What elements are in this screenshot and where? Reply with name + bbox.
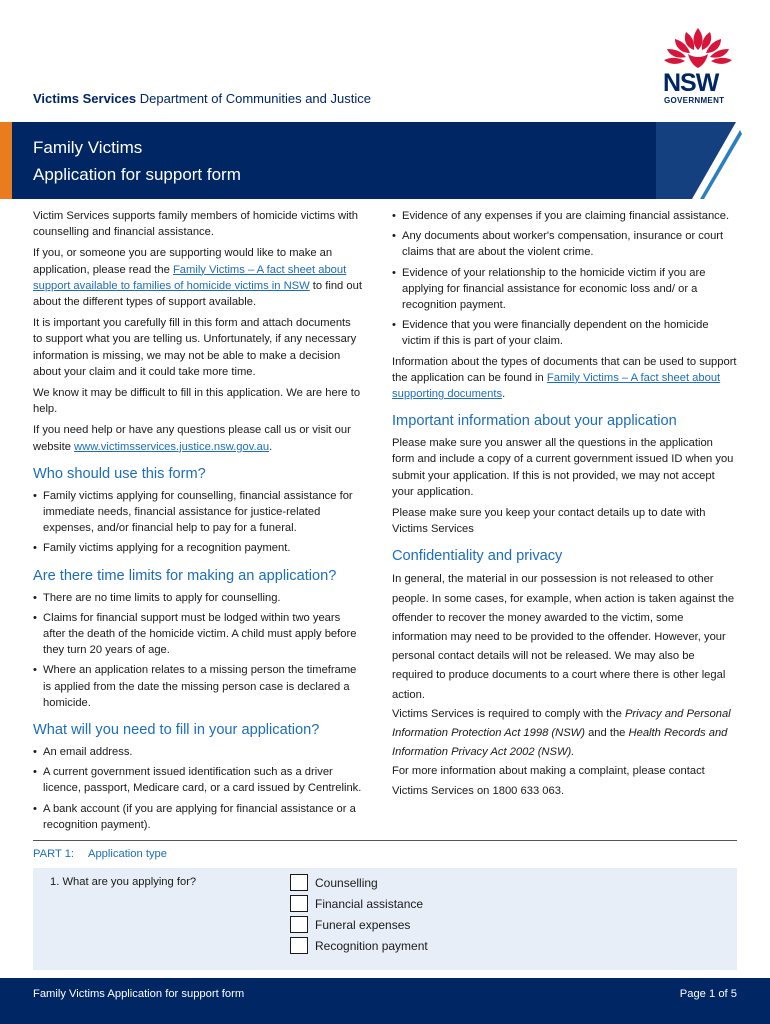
document-types-end: .	[502, 388, 506, 401]
header-org-bold: Victims Services	[33, 91, 137, 106]
time-limits-list	[33, 590, 363, 711]
document-types-start: Information about the types of documents that can be used to support the application can be found in	[392, 355, 737, 384]
intro-paragraph-1: Victim Services supports family members of homicide victims with counselling and financial assistance.	[33, 210, 358, 239]
part-title: Application type	[88, 848, 167, 860]
option-label: Financial assistance	[315, 896, 424, 911]
banner-accent-stripe	[0, 122, 12, 199]
who-list	[33, 488, 363, 557]
title-banner	[0, 122, 770, 199]
intro-paragraph-5	[33, 422, 363, 454]
option-label: Funeral expenses	[315, 917, 411, 932]
privacy-section	[392, 570, 737, 800]
privacy-paragraph-3: For more information about making a complaint, please contact Victims Services on 1800 633 063.	[392, 765, 705, 797]
financial-assistance-checkbox[interactable]	[290, 895, 308, 912]
list-item: • Claims for financial support must be lodged within two years after the death of the homicide victim. A child must apply before they turn 20 years of age.	[33, 610, 363, 659]
evidence-list	[392, 208, 737, 350]
banner-corner-graphic	[640, 122, 770, 199]
list-item: • There are no time limits to apply for counselling.	[33, 590, 363, 606]
right-column	[392, 208, 737, 801]
privacy-heading: Confidentiality and privacy	[392, 548, 563, 565]
list-item: • Family victims applying for a recognition payment.	[33, 540, 363, 556]
time-limits-heading: Are there time limits for making an application?	[33, 567, 337, 584]
header-org	[33, 91, 371, 106]
what-you-need-list	[33, 744, 363, 833]
supporting-documents-link[interactable]: Family Victims – A fact sheet about supporting documents	[392, 371, 721, 401]
option-counselling[interactable]	[290, 874, 378, 891]
part-label: PART 1:	[33, 848, 75, 860]
intro-paragraph-3: It is important you carefully fill in this form and attach documents to support what you are telling us. Unfortunately, if any necessary information is missing, we may not be able to make a decision about your claim and it could take more time.	[33, 317, 357, 378]
important-paragraph-1: Please make sure you answer all the questions in the application form and include a copy of a current government issued ID when you submit your application. If this is not provided, we may not accept your application.	[392, 437, 734, 498]
privacy-paragraph-2	[392, 705, 737, 763]
page-number: Page 1 of 5	[679, 988, 737, 1000]
important-info-heading: Important information about your application	[392, 413, 677, 430]
header-org-rest: Department of Communities and Justice	[136, 91, 371, 106]
option-label: Recognition payment	[315, 938, 428, 953]
privacy-paragraph-1: In general, the material in our possession is not released to other people. In some cases, for example, when action is taken against the offender to recover the money awarded to the victim, some information may need to be provided to the offender. However, your personal contact details will not be released. We may also be required to produce documents to a court where there is other legal action.	[392, 573, 735, 701]
intro-paragraph-5-start: If you need help or have any questions please call us or visit our website	[33, 424, 351, 453]
option-recognition-payment[interactable]	[290, 937, 428, 954]
option-financial-assistance[interactable]	[290, 895, 423, 912]
left-column	[33, 208, 363, 837]
who-heading: Who should use this form?	[33, 465, 206, 482]
funeral-expenses-checkbox[interactable]	[290, 916, 308, 933]
list-item: • A current government issued identification such as a driver licence, passport, Medicare card, or a card issued by Centrelink.	[33, 764, 363, 796]
list-item: • Evidence of any expenses if you are claiming financial assistance.	[392, 208, 737, 224]
page-footer	[0, 978, 770, 1024]
important-paragraph-2: Please make sure you keep your contact details up to date with Victims Services	[392, 507, 706, 536]
list-item: • A bank account (if you are applying for financial assistance or a recognition payment).	[33, 801, 363, 833]
question-label: 1. What are you applying for?	[50, 876, 197, 888]
list-item: • Family victims applying for counselling, financial assistance for immediate needs, financial assistance for justice-related expenses, and/or financial help to pay for a funeral.	[33, 488, 363, 537]
list-item: • Evidence that you were financially dependent on the homicide victim if this is part of your claim.	[392, 317, 737, 349]
what-you-need-heading: What will you need to fill in your application?	[33, 722, 320, 739]
option-funeral-expenses[interactable]	[290, 916, 410, 933]
list-item: • An email address.	[33, 744, 363, 760]
intro-paragraph-2-end: to find out about the different types of support available.	[33, 279, 362, 309]
option-label: Counselling	[315, 875, 378, 890]
list-item: • Any documents about worker's compensation, insurance or court claims that are about the violent crime.	[392, 228, 737, 260]
intro-paragraph-5-end: .	[269, 440, 273, 453]
recognition-payment-checkbox[interactable]	[290, 937, 308, 954]
logo-government-text: GOVERNMENT	[664, 96, 725, 105]
footer-title: Family Victims Application for support form	[33, 988, 245, 1000]
health-records-act-name: Health Records and Information Privacy Act 2002 (NSW).	[392, 727, 728, 759]
banner-title-line1: Family Victims	[33, 138, 143, 157]
intro-paragraph-2	[33, 245, 363, 310]
section-divider	[33, 840, 737, 841]
list-item: • Where an application relates to a missing person the timeframe is applied from the date the missing person case is declared a homicide.	[33, 662, 363, 711]
list-item: • Evidence of your relationship to the homicide victim if you are applying for financial assistance for economic loss and/ or a recognition payment.	[392, 265, 737, 314]
document-types-paragraph	[392, 354, 737, 403]
website-link[interactable]: www.victimsservices.justice.nsw.gov.au	[74, 440, 270, 453]
intro-paragraph-4: We know it may be difficult to fill in this application. We are here to help.	[33, 387, 361, 416]
fact-sheet-link[interactable]: Family Victims – A fact sheet about support available to families of homicide victims in NSW	[33, 263, 347, 292]
privacy-act-name: Privacy and Personal Information Protection Act 1998 (NSW)	[392, 707, 731, 740]
counselling-checkbox[interactable]	[290, 874, 308, 891]
banner-title-line2: Application for support form	[33, 165, 241, 184]
logo-nsw-text: NSW	[663, 69, 719, 97]
privacy-paragraph-2-start: Victims Services is required to comply with the	[392, 707, 625, 720]
intro-paragraph-2-start: If you, or someone you are supporting would like to make an application, please read the	[33, 247, 333, 276]
privacy-paragraph-2-mid: and the	[584, 727, 629, 740]
